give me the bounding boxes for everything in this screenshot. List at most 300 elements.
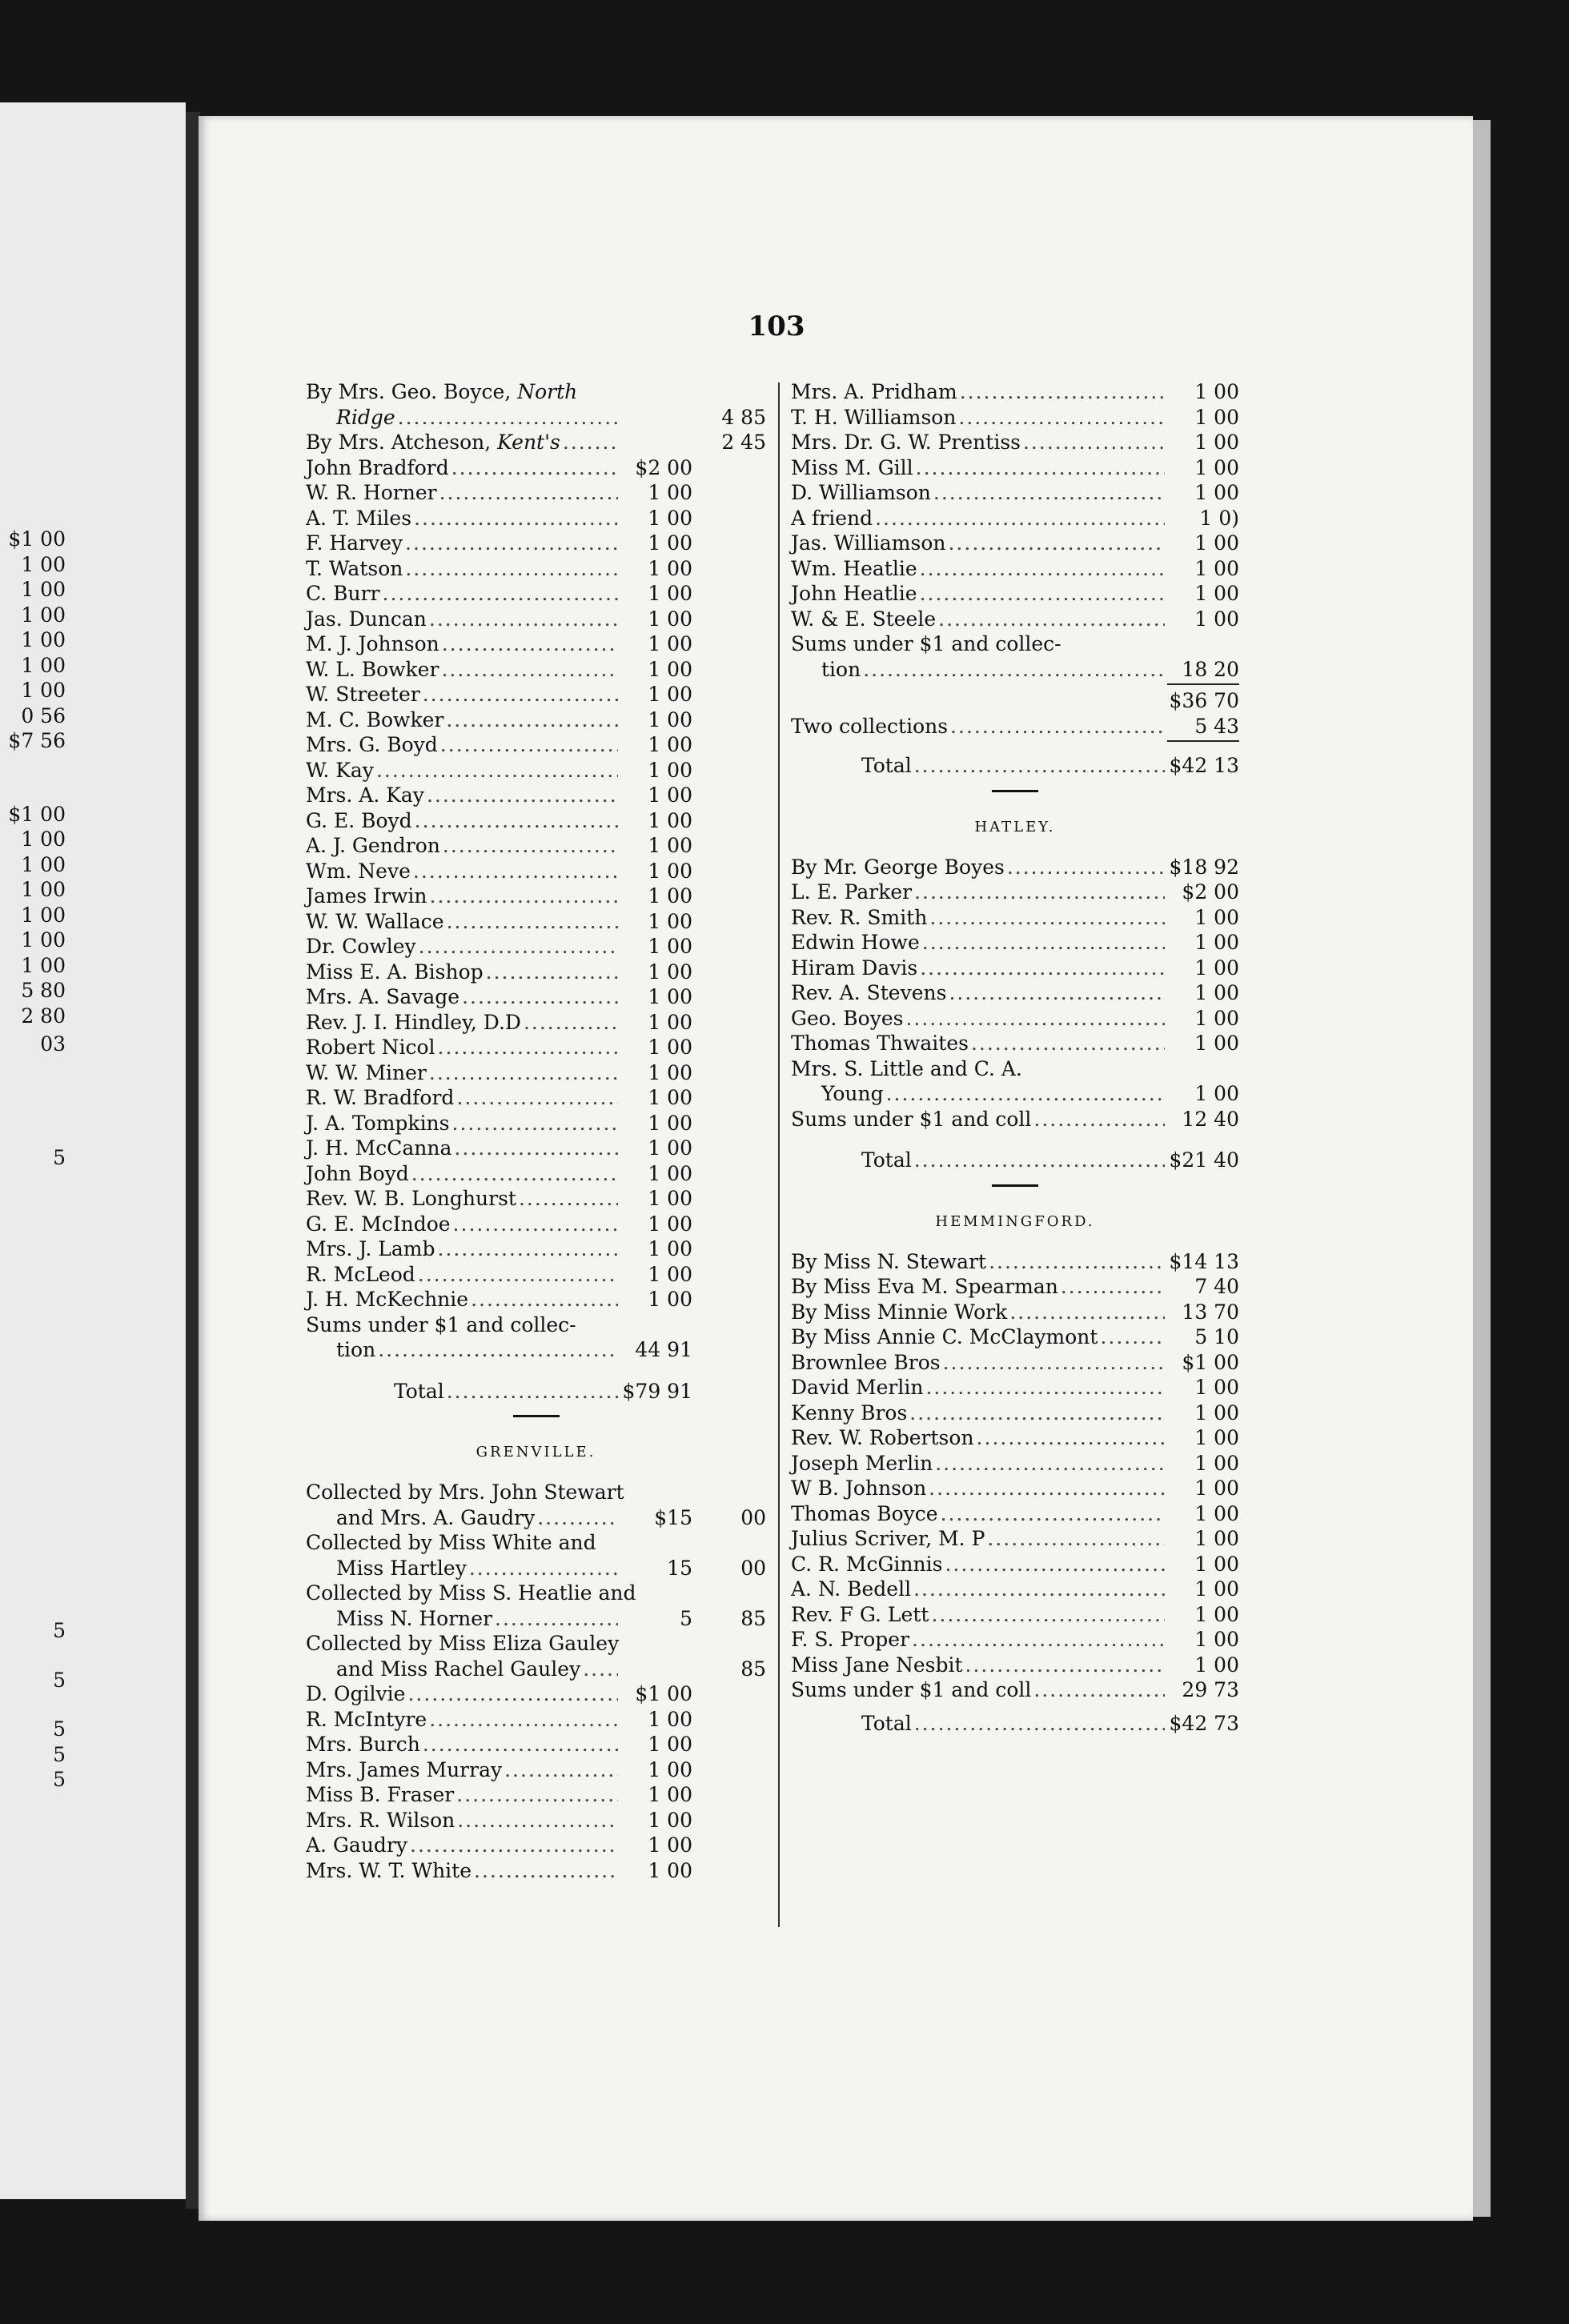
- entry-amount: $2 00: [1182, 880, 1239, 904]
- ledger-row: [306, 1236, 766, 1262]
- ledger-row: [306, 934, 766, 960]
- entry-name: David Merlin: [791, 1376, 924, 1399]
- entry-amount: 1 00: [648, 1733, 692, 1756]
- entry-name: M. J. Johnson: [306, 632, 439, 655]
- entry-name: D. Ogilvie: [306, 1682, 406, 1705]
- entry-name: By Mrs. Geo. Boyce, North: [306, 380, 578, 403]
- ledger-row: [306, 1581, 766, 1606]
- entry-name: Total: [861, 1148, 912, 1172]
- entry-amount: 1 00: [648, 834, 692, 857]
- entry-amount: 1 00: [1194, 1006, 1239, 1030]
- entry-amount: 1 00: [1194, 1400, 1239, 1424]
- leader-dots: [1033, 1677, 1165, 1703]
- ledger-row: [791, 1577, 1239, 1602]
- entry-amount: 1 00: [648, 783, 692, 807]
- leader-dots: [440, 732, 618, 758]
- entry-amount: 1 00: [648, 758, 692, 782]
- fragment-amount: $1 00: [8, 527, 66, 551]
- leader-dots: [453, 1212, 618, 1237]
- entry-name: Collected by Miss Eliza Gauley: [306, 1632, 620, 1655]
- entry-amount: 1 00: [648, 1060, 692, 1084]
- entry-amount: 1 00: [648, 632, 692, 655]
- left-column: [306, 379, 766, 1883]
- leader-dots: [941, 1501, 1165, 1527]
- ledger-row: [791, 1274, 1239, 1300]
- ledger-row: [791, 480, 1239, 506]
- ledger-row: [791, 379, 1239, 405]
- leader-dots: [415, 808, 618, 834]
- ledger-row: [306, 1060, 766, 1086]
- fragment-amount: 5: [53, 1619, 66, 1642]
- entry-amount: 5: [680, 1606, 692, 1630]
- entry-name: Thomas Thwaites: [791, 1032, 969, 1055]
- entry-name: By Miss Annie C. McClaymont: [791, 1325, 1098, 1348]
- total-row: [306, 1379, 766, 1404]
- fragment-amount: 1 00: [21, 552, 66, 576]
- leader-dots: [446, 707, 618, 733]
- entry-name: Mrs. R. Wilson: [306, 1808, 455, 1832]
- entry-name: Mrs. A. Pridham: [791, 380, 957, 403]
- entry-amount: 1 00: [648, 935, 692, 958]
- fragment-amount: 03: [40, 1032, 66, 1056]
- entry-name: C. R. McGinnis: [791, 1552, 943, 1576]
- leader-dots: [987, 1526, 1165, 1552]
- fragment-amount: 5: [53, 1768, 66, 1791]
- subtotal-row: [791, 688, 1239, 714]
- entry-amount: 12 40: [1182, 1107, 1239, 1131]
- entry-name: tion: [821, 657, 861, 681]
- entry-name: Thomas Boyce: [791, 1501, 938, 1525]
- entry-name: Wm. Heatlie: [791, 556, 917, 580]
- entry-amount: 1 00: [648, 1833, 692, 1857]
- entry-name: Wm. Neve: [306, 859, 411, 883]
- entry-amount: 1 00: [1194, 431, 1239, 454]
- leader-dots: [405, 531, 618, 556]
- leader-dots: [398, 405, 618, 431]
- entry-name: R. W. Bradford: [306, 1086, 455, 1109]
- leader-dots: [933, 480, 1165, 506]
- ledger-row: [791, 1627, 1239, 1653]
- ledger-row: [791, 1107, 1239, 1132]
- entry-amount: 1 00: [648, 808, 692, 832]
- fragment-amount: $1 00: [8, 802, 66, 826]
- leader-dots: [495, 1606, 618, 1632]
- entry-name: D. Williamson: [791, 481, 931, 504]
- entry-amount: $18 92: [1169, 855, 1239, 879]
- entry-name: T. H. Williamson: [791, 405, 957, 429]
- leader-dots: [469, 1556, 618, 1581]
- section-heading: GRENVILLE.: [476, 1444, 596, 1461]
- entry-amount: 1 00: [648, 1187, 692, 1210]
- entry-name: and Miss Rachel Gauley: [336, 1657, 581, 1681]
- entry-amount: 1 00: [1194, 380, 1239, 403]
- entry-name: Mrs. Dr. G. W. Prentiss: [791, 431, 1021, 454]
- ledger-row: [306, 1010, 766, 1036]
- ledger-row: [791, 980, 1239, 1006]
- leader-dots: [418, 1262, 618, 1288]
- leader-dots: [965, 1653, 1165, 1678]
- entry-name: Rev. R. Smith: [791, 905, 928, 929]
- entry-amount: $42 13: [1169, 754, 1239, 777]
- ledger-row: [306, 1757, 766, 1783]
- entry-name: Mrs. W. T. White: [306, 1858, 472, 1882]
- entry-name: Dr. Cowley: [306, 935, 416, 958]
- entry-name: W B. Johnson: [791, 1477, 927, 1500]
- entry-name: Rev. J. I. Hindley, D.D: [306, 1010, 521, 1034]
- entry-name: Geo. Boyes: [791, 1006, 904, 1030]
- leader-dots: [427, 783, 618, 808]
- entry-amount: 1 00: [648, 582, 692, 605]
- entry-amount: 1 0): [1199, 506, 1239, 530]
- section-heading: HATLEY.: [974, 818, 1056, 835]
- entry-amount: 1 00: [648, 1010, 692, 1034]
- entry-name: John Bradford: [306, 455, 449, 479]
- leader-dots: [383, 581, 618, 607]
- entry-amount: 1 00: [1194, 582, 1239, 605]
- leader-dots: [486, 960, 618, 985]
- leader-dots: [922, 930, 1165, 956]
- leader-dots: [949, 980, 1165, 1006]
- leader-dots: [563, 430, 618, 455]
- ledger-row: [791, 1552, 1239, 1577]
- leader-dots: [925, 1375, 1165, 1400]
- entry-amount-outer: 4 85: [721, 405, 766, 429]
- section-dash: [992, 1184, 1038, 1187]
- leader-dots: [519, 1186, 618, 1212]
- leader-dots: [886, 1081, 1165, 1107]
- entry-name: A. T. Miles: [306, 506, 412, 530]
- entry-amount-outer: 85: [740, 1606, 766, 1630]
- entry-name: Edwin Howe: [791, 931, 920, 954]
- leader-dots: [1061, 1274, 1165, 1300]
- leader-dots: [423, 1732, 618, 1757]
- entry-name: Sums under $1 and coll: [791, 1107, 1032, 1131]
- entry-amount: 1 00: [648, 985, 692, 1008]
- entry-amount: 1 00: [648, 1212, 692, 1236]
- ledger-row: [791, 855, 1239, 880]
- leader-dots: [405, 556, 618, 582]
- entry-amount: 44 91: [635, 1338, 692, 1361]
- leader-dots: [929, 1476, 1165, 1501]
- entry-name: Total: [394, 1379, 444, 1403]
- ledger-row: [791, 581, 1239, 607]
- ledger-row: [306, 1606, 766, 1632]
- entry-name: By Miss Eva M. Spearman: [791, 1275, 1058, 1298]
- entry-name: R. McIntyre: [306, 1707, 427, 1731]
- leader-dots: [920, 581, 1165, 607]
- entry-amount: $36 70: [1169, 689, 1239, 712]
- leader-dots: [1033, 1107, 1165, 1132]
- ledger-row: [306, 1287, 766, 1312]
- sum-rule: [1167, 740, 1239, 742]
- leader-dots: [912, 1627, 1165, 1653]
- ledger-row: [306, 1833, 766, 1858]
- fragment-amount: 1 00: [21, 903, 66, 927]
- ledger-row: [791, 714, 1239, 739]
- ledger-row: [306, 1782, 766, 1808]
- entry-name: By Mr. George Boyes: [791, 855, 1005, 879]
- spacer: [791, 1703, 1239, 1711]
- leader-dots: [451, 455, 618, 481]
- entry-name: J. H. McCanna: [306, 1136, 452, 1160]
- ledger-row: [791, 1400, 1239, 1426]
- entry-name: W. W. Miner: [306, 1060, 427, 1084]
- entry-name: Brownlee Bros: [791, 1350, 941, 1374]
- entry-name: Mrs. J. Lamb: [306, 1237, 435, 1260]
- leader-dots: [429, 1707, 618, 1733]
- page-edge: [1473, 120, 1491, 2217]
- entry-amount: 1 00: [1194, 1477, 1239, 1500]
- ledger-row: [306, 581, 766, 607]
- ledger-row: [791, 1324, 1239, 1350]
- ledger-row: [791, 1056, 1239, 1082]
- entry-amount: 1 00: [648, 506, 692, 530]
- entry-amount-outer: 2 45: [721, 431, 766, 454]
- leader-dots: [429, 607, 618, 632]
- entry-amount-outer: 85: [740, 1657, 766, 1681]
- entry-amount: 1 00: [1194, 1451, 1239, 1475]
- entry-amount: $1 00: [1182, 1350, 1239, 1374]
- leader-dots: [1009, 1300, 1165, 1325]
- leader-dots: [441, 657, 618, 683]
- ledger-row: [791, 1249, 1239, 1275]
- entry-amount: 1 00: [648, 481, 692, 504]
- leader-dots: [958, 405, 1165, 431]
- ledger-row: [306, 1556, 766, 1581]
- entry-name: J. A. Tompkins: [306, 1111, 450, 1135]
- section-dash: [513, 1415, 560, 1417]
- entry-name: A friend: [791, 506, 873, 530]
- ledger-row: [791, 657, 1239, 683]
- fragment-amount: 5: [53, 1668, 66, 1692]
- ledger-row: [306, 909, 766, 935]
- fragment-amount: 1 00: [21, 852, 66, 876]
- entry-name: W. W. Wallace: [306, 909, 444, 933]
- entry-name: W. & E. Steele: [791, 607, 937, 631]
- ledger-row: [791, 1081, 1239, 1107]
- leader-dots: [447, 1379, 618, 1404]
- entry-amount: 1 00: [1194, 1032, 1239, 1055]
- entry-name: Miss Hartley: [336, 1556, 467, 1580]
- ledger-row: [306, 531, 766, 556]
- fragment-amount: 1 00: [21, 603, 66, 627]
- entry-name: Two collections: [791, 714, 949, 738]
- leader-dots: [945, 1552, 1165, 1577]
- entry-name: James Irwin: [306, 884, 427, 908]
- entry-amount: 1 00: [648, 960, 692, 984]
- ledger-row: [306, 1707, 766, 1733]
- ledger-row: [306, 607, 766, 632]
- entry-amount: 1 00: [1194, 481, 1239, 504]
- entry-amount: 1 00: [648, 657, 692, 681]
- leader-dots: [960, 379, 1165, 405]
- entry-amount: 1 00: [1194, 1628, 1239, 1651]
- leader-dots: [948, 531, 1165, 556]
- ledger-row: [306, 984, 766, 1010]
- entry-name: J. H. McKechnie: [306, 1288, 469, 1311]
- ledger-row: [306, 405, 766, 431]
- ledger-row: [791, 1031, 1239, 1056]
- entry-amount: 1 00: [648, 1858, 692, 1882]
- ledger-row: [306, 1262, 766, 1288]
- ledger-row: [791, 405, 1239, 431]
- entry-name: F. Harvey: [306, 531, 403, 555]
- ledger-row: [306, 682, 766, 707]
- entry-name: Miss Jane Nesbit: [791, 1653, 963, 1677]
- entry-amount: 1 00: [648, 607, 692, 631]
- entry-name: W. Streeter: [306, 683, 420, 706]
- leader-dots: [462, 984, 618, 1010]
- entry-amount: 1 00: [648, 1783, 692, 1806]
- entry-name: Miss N. Horner: [336, 1606, 493, 1630]
- leader-dots: [914, 880, 1165, 905]
- ledger-row: [306, 657, 766, 683]
- entry-amount: 1 00: [1194, 1653, 1239, 1677]
- entry-place: North: [517, 380, 578, 403]
- entry-amount: 1 00: [648, 859, 692, 883]
- ledger-row: [306, 506, 766, 531]
- ledger-row: [306, 1631, 766, 1657]
- ledger-row: [791, 1006, 1239, 1032]
- fragment-amount: 1 00: [21, 679, 66, 702]
- entry-name: Miss E. A. Bishop: [306, 960, 484, 984]
- entry-name: Hiram Davis: [791, 956, 918, 980]
- ledger-row: [791, 556, 1239, 582]
- ledger-row: [306, 556, 766, 582]
- entry-name: T. Watson: [306, 556, 403, 580]
- entry-name: Mrs. A. Kay: [306, 783, 424, 807]
- entry-amount: $79 91: [622, 1379, 692, 1403]
- entry-name: tion: [336, 1338, 376, 1361]
- ledger-row: [306, 783, 766, 808]
- entry-amount: $42 73: [1169, 1711, 1239, 1735]
- ledger-row: [306, 884, 766, 909]
- fragment-amount: 1 00: [21, 827, 66, 851]
- ledger-row: [306, 1136, 766, 1161]
- entry-amount: 1 00: [1194, 1426, 1239, 1449]
- entry-amount: 1 00: [1194, 1577, 1239, 1601]
- entry-name: John Boyd: [306, 1161, 409, 1185]
- right-column: [791, 379, 1239, 1736]
- ledger-row: [306, 1858, 766, 1884]
- ledger-row: [306, 808, 766, 834]
- entry-name: By Miss Minnie Work: [791, 1300, 1008, 1324]
- entry-amount: 5 43: [1194, 714, 1239, 738]
- ledger-row: [306, 1312, 766, 1338]
- ledger-row: [791, 1653, 1239, 1678]
- entry-amount: $1 00: [635, 1682, 692, 1705]
- entry-name: Mrs. James Murray: [306, 1757, 503, 1781]
- entry-amount: 1 00: [1194, 405, 1239, 429]
- ledger-row: [306, 631, 766, 657]
- total-row: [791, 1148, 1239, 1173]
- leader-dots: [524, 1010, 618, 1036]
- entry-name: F. S. Proper: [791, 1628, 910, 1651]
- entry-name: Rev. W. B. Longhurst: [306, 1187, 516, 1210]
- entry-amount: 1 00: [648, 707, 692, 731]
- entry-amount: 1 00: [1194, 981, 1239, 1004]
- entry-name: G. E. Boyd: [306, 808, 412, 832]
- entry-amount: 1 00: [1194, 556, 1239, 580]
- entry-amount: 1 00: [1194, 607, 1239, 631]
- sum-rule: [1167, 683, 1239, 685]
- ledger-row: [306, 379, 766, 405]
- entry-amount: 1 00: [648, 1288, 692, 1311]
- entry-name: Sums under $1 and collec-: [306, 1312, 576, 1336]
- spacer: [791, 1132, 1239, 1148]
- ledger-row: [306, 1480, 766, 1505]
- fragment-amount: 5: [53, 1717, 66, 1741]
- entry-name: Sums under $1 and collec-: [791, 632, 1061, 655]
- leader-dots: [938, 607, 1165, 632]
- entry-amount: $15: [654, 1505, 692, 1529]
- entry-amount: 29 73: [1182, 1678, 1239, 1701]
- entry-amount-outer: 00: [740, 1556, 766, 1580]
- ledger-row: [791, 1476, 1239, 1501]
- total-row: [791, 753, 1239, 779]
- entry-name: A. J. Gendron: [306, 834, 440, 857]
- ledger-row: [306, 1161, 766, 1187]
- ledger-row: [306, 1085, 766, 1111]
- leader-dots: [914, 1711, 1165, 1737]
- entry-name: Mrs. G. Boyd: [306, 733, 438, 756]
- ledger-row: [306, 758, 766, 783]
- ledger-row: [791, 1425, 1239, 1451]
- leader-dots: [863, 657, 1165, 683]
- leader-dots: [419, 934, 618, 960]
- ledger-row: [306, 1212, 766, 1237]
- leader-dots: [413, 859, 618, 884]
- entry-amount: 1 00: [1194, 455, 1239, 479]
- fragment-amount: 5: [53, 1145, 66, 1169]
- leader-dots: [442, 631, 618, 657]
- entry-amount: 1 00: [648, 1086, 692, 1109]
- entry-amount: 1 00: [648, 1111, 692, 1135]
- ledger-row: [791, 1375, 1239, 1400]
- leader-dots: [913, 1577, 1165, 1602]
- leader-dots: [905, 1006, 1165, 1032]
- leader-dots: [920, 956, 1165, 981]
- leader-dots: [537, 1505, 618, 1531]
- spacer: [791, 745, 1239, 753]
- entry-name: W. L. Bowker: [306, 657, 439, 681]
- ledger-row: [306, 1530, 766, 1556]
- ledger-row: [791, 1451, 1239, 1477]
- leader-dots: [438, 1035, 618, 1060]
- ledger-row: [791, 430, 1239, 455]
- entry-amount: 15: [667, 1556, 692, 1580]
- leader-dots: [914, 1148, 1165, 1173]
- entry-name: M. C. Bowker: [306, 707, 444, 731]
- ledger-row: [306, 1035, 766, 1060]
- entry-amount: 1 00: [1194, 1602, 1239, 1626]
- leader-dots: [1023, 430, 1165, 455]
- entry-amount: 1 00: [1194, 931, 1239, 954]
- entry-amount: 5 10: [1194, 1325, 1239, 1348]
- entry-name: Collected by Miss S. Heatlie and: [306, 1581, 636, 1605]
- fragment-amount: 1 00: [21, 653, 66, 677]
- ledger-row: [791, 880, 1239, 905]
- leader-dots: [929, 905, 1165, 931]
- entry-amount: 1 00: [1194, 956, 1239, 980]
- ledger-row: [791, 607, 1239, 632]
- leader-dots: [452, 1111, 619, 1136]
- entry-name: C. Burr: [306, 582, 380, 605]
- ledger-row: [791, 930, 1239, 956]
- spacer: [306, 1363, 766, 1379]
- entry-amount: 1 00: [648, 1136, 692, 1160]
- entry-amount: 1 00: [648, 733, 692, 756]
